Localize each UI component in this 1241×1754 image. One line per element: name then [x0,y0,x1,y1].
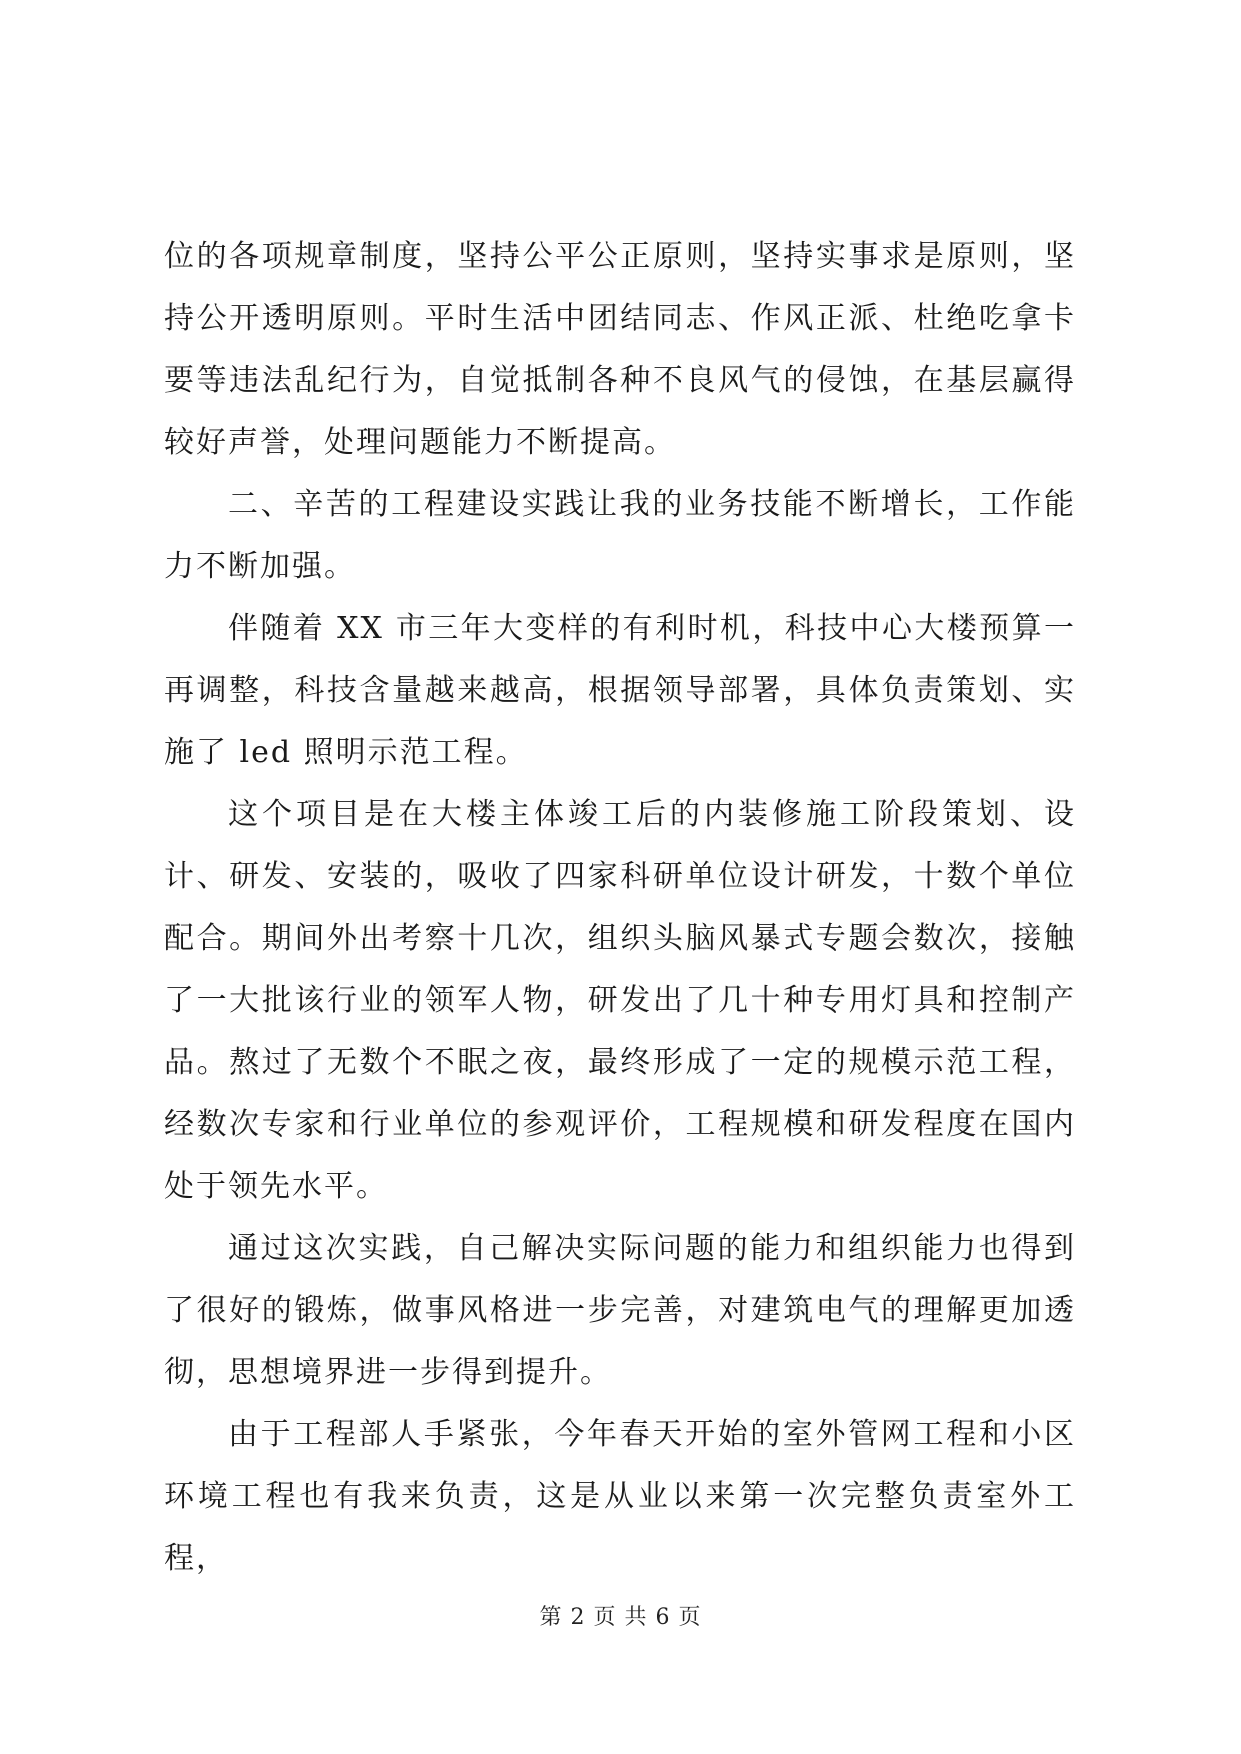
paragraph: 通过这次实践，自己解决实际问题的能力和组织能力也得到了很好的锻炼，做事风格进一步完善，对建筑电气的理解更加透彻，思想境界进一步得到提升。 [164,1231,1076,1390]
page-number-footer: 第 2 页 共 6 页 [539,1605,702,1630]
paragraph-continued: 位的各项规章制度，坚持公平公正原则，坚持实事求是原则，坚持公开透明原则。平时生活中团结同志、作风正派、杜绝吃拿卡要等违法乱纪行为，自觉抵制各种不良风气的侵蚀，在基层赢得较好声誉，处理问题能力不断提高。 [164,239,1076,460]
paragraph: 由于工程部人手紧张，今年春天开始的室外管网工程和小区环境工程也有我来负责，这是从业以来第一次完整负责室外工程， [164,1417,1076,1576]
paragraph: 这个项目是在大楼主体竣工后的内装修施工阶段策划、设计、研发、安装的，吸收了四家科研单位设计研发，十数个单位配合。期间外出考察十几次，组织头脑风暴式专题会数次，接触了一大批该行业的领军人物，研发出了几十种专用灯具和控制产品。熬过了无数个不眠之夜，最终形成了一定的规模示范工程，经数次专家和行业单位的参观评价，工程规模和研发程度在国内处于领先水平。 [164,797,1076,1204]
document-body [164,226,1076,1590]
paragraph: 伴随着 XX 市三年大变样的有利时机，科技中心大楼预算一再调整，科技含量越来越高，根据领导部署，具体负责策划、实施了 led 照明示范工程。 [164,611,1076,770]
paragraph-section-heading: 二、辛苦的工程建设实践让我的业务技能不断增长，工作能力不断加强。 [164,487,1076,584]
